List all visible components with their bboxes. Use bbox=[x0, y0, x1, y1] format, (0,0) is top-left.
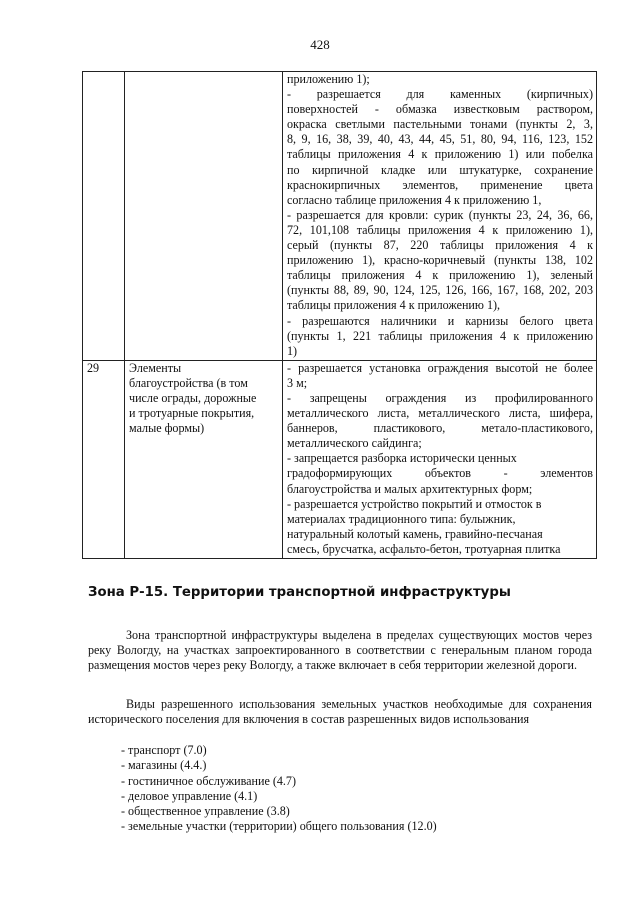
requirement-line: таблицы приложения 4 к приложению 1), зеленый bbox=[287, 268, 593, 283]
requirement-line: серый (пункты 87, 220 таблицы приложения 4 к bbox=[287, 238, 593, 253]
element-name-line: числе ограды, дорожные bbox=[129, 390, 257, 405]
requirement-line: по кирпичной кладке или штукатурке, сохранение bbox=[287, 162, 593, 177]
list-item: - земельные участки (территории) общего пользования (12.0) bbox=[121, 819, 437, 834]
requirements-cell bbox=[283, 72, 597, 361]
element-name-line: благоустройства (в том bbox=[129, 375, 248, 390]
requirement-line: таблицы приложения 4 к приложению 1), bbox=[287, 298, 501, 313]
requirement-line: краснокирпичных элементов, применение цвета bbox=[287, 177, 593, 192]
permitted-uses-list bbox=[121, 743, 437, 835]
requirement-line: - разрешается для кровли: сурик (пункты 23, 24, 36, 66, bbox=[287, 207, 593, 222]
list-item: - гостиничное обслуживание (4.7) bbox=[121, 773, 297, 788]
zone-description-paragraph: Зона транспортной инфраструктуры выделена в пределах существующих мостов через реку Вологду, на участках запроектированного в соответствии с генеральным планом города размещения мостов через реку Вологду, а также включает в себя территории железной дороги. bbox=[88, 628, 592, 673]
requirement-line: 3 м; bbox=[287, 375, 308, 390]
requirement-line: - разрешаются наличники и карнизы белого цвета bbox=[287, 313, 593, 328]
requirements-cell bbox=[283, 360, 597, 558]
requirement-line: натуральный колотый камень, гравийно-песчаная bbox=[287, 526, 543, 541]
element-name-cell bbox=[125, 72, 283, 361]
requirement-line: (пункты 1, 221 таблицы приложения 4 к приложению bbox=[287, 328, 593, 343]
requirement-line: 1) bbox=[287, 343, 298, 358]
element-name-cell bbox=[125, 360, 283, 558]
page-number: 428 bbox=[310, 37, 330, 52]
requirement-line: смесь, брусчатка, асфальто-бетон, тротуарная плитка bbox=[287, 541, 561, 556]
element-name-line: малые формы) bbox=[129, 421, 205, 436]
requirement-line: материалах традиционного типа: булыжник, bbox=[287, 511, 516, 526]
requirement-line: - разрешается установка ограждения высотой не более bbox=[287, 360, 593, 375]
row-number-cell bbox=[83, 72, 125, 361]
element-name-line: и тротуарные покрытия, bbox=[129, 406, 255, 421]
element-name-line: Элементы bbox=[129, 360, 182, 375]
list-item: - транспорт (7.0) bbox=[121, 743, 207, 757]
requirement-line: поверхностей - обмазка известковым раствором, bbox=[287, 102, 593, 117]
table-row bbox=[83, 72, 597, 361]
requirement-line: согласно таблице приложения 4 к приложению 1, bbox=[287, 192, 542, 207]
requirement-line: приложению 1), красно-коричневый (пункты 138, 102 bbox=[287, 253, 593, 268]
requirement-line: 8, 9, 16, 38, 39, 40, 43, 44, 45, 51, 80, 94, 116, 123, 152 bbox=[287, 132, 593, 147]
requirement-line: металлического сайдинга; bbox=[287, 436, 422, 451]
requirement-line: градоформирующих объектов - элементов bbox=[287, 466, 593, 481]
list-item: - деловое управление (4.1) bbox=[121, 788, 258, 803]
list-item: - общественное управление (3.8) bbox=[121, 804, 290, 819]
requirement-line: таблицы приложения 4 к приложению 1) или побелка bbox=[287, 147, 593, 162]
requirement-line: приложению 1); bbox=[287, 72, 370, 86]
requirement-line: - запрещены ограждения из профилированного bbox=[287, 390, 593, 405]
requirement-line: 72, 101,108 таблицы приложения 4 к приложению 1), bbox=[287, 222, 593, 237]
table-row bbox=[83, 360, 597, 558]
row-number-cell: 29 bbox=[83, 360, 125, 558]
requirement-line: баннеров, пластикового, метало-пластикового, bbox=[287, 421, 593, 436]
requirement-line: окраска светлыми пастельными тонами (пункты 2, 3, bbox=[287, 117, 593, 132]
requirement-line: (пункты 88, 89, 90, 124, 125, 126, 166, 167, 168, 202, 203 bbox=[287, 283, 593, 298]
zone-title: Зона Р-15. Территории транспортной инфраструктуры bbox=[88, 585, 511, 600]
requirement-line: - запрещается разборка исторически ценных bbox=[287, 451, 517, 466]
permitted-uses-intro: Виды разрешенного использования земельных участков необходимые для сохранения исторического поселения для включения в состав разрешенных видов использования bbox=[88, 697, 592, 727]
requirement-line: благоустройства и малых архитектурных форм; bbox=[287, 481, 533, 496]
regulations-table bbox=[82, 71, 597, 559]
requirement-line: металлического листа, металлического листа, шифера, bbox=[287, 406, 593, 421]
list-item: - магазины (4.4.) bbox=[121, 758, 207, 773]
requirement-line: - разрешается устройство покрытий и отмосток в bbox=[287, 496, 542, 511]
requirement-line: - разрешается для каменных (кирпичных) bbox=[287, 87, 593, 102]
